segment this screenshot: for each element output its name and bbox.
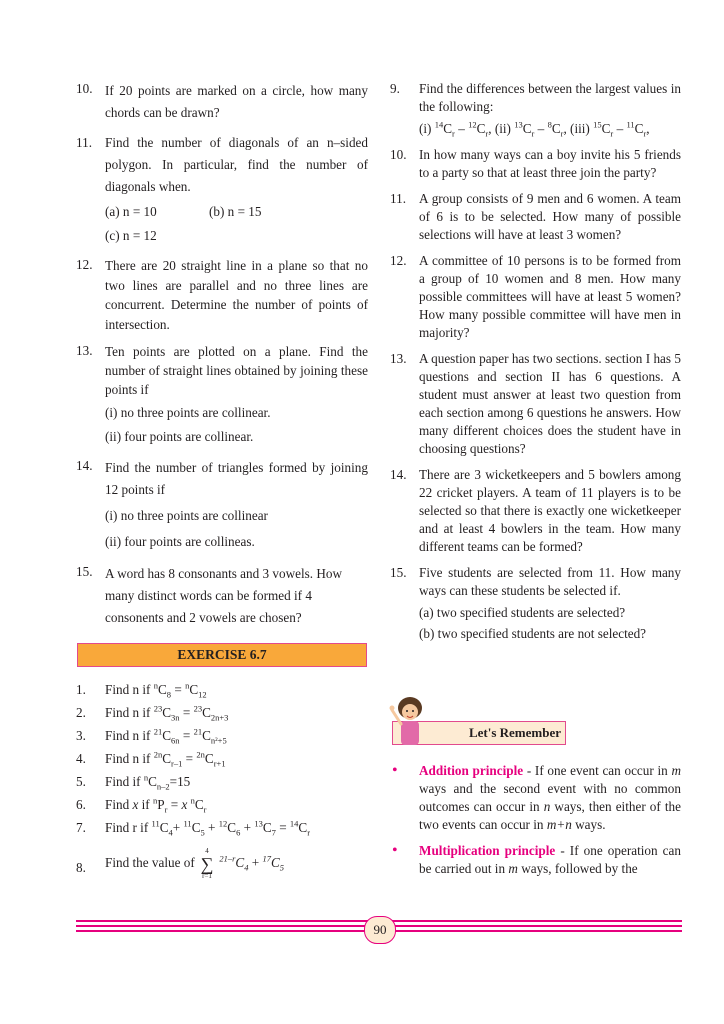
question-r10: 10. In how many ways can a boy invite his 5 friends to a party so that at least three join the party? [390,147,681,180]
question-r11: 11. A group consists of 9 men and 6 women. A team of 6 is to be selected. How many of possible selections will have at least 3 women? [390,191,681,242]
question-r15: 15. Five students are selected from 11. How many ways can these students be selected if. (a) two specified students are selected? (b) two specified students are not selected? [390,564,681,644]
exercise-question-5: 5. Find if $^nC_{n-2}=15$ [76,772,191,792]
question-9-expressions: (i) $^{14}C_r - ^{12}C_r$, (ii) $^{13}C_r - ^8C_r$, (iii) $^{15}C_r - ^{11}C_r$, [419,119,650,139]
question-r14: 14. There are 3 wicketkeepers and 5 bowlers among 22 cricket players. A team of 11 players is to be selected so that there is exactly one wicketkeeper and at least 4 bowlers in the team. How many different teams can be formed? [390,467,681,554]
exercise-question-7: 7. Find r if $^{11}C_4+ ^{11}C_5 + ^{12}C_6 + ^{13}C_7 = ^{14}C_r$ [76,818,311,838]
left-column [76,80,368,637]
exercise-question-2: 2. Find n if $^{23}C_{3n} = ^{23}C_{2n+3}$ [76,703,229,723]
question-r15-parts: (a) two specified students are selected? (b) two specified students are not selected? [419,605,647,641]
question-r12: 12. A committee of 10 persons is to be formed from a group of 10 women and 8 men. How many possible committees will have at least 5 women? How many possible committee will have men in majority? [390,253,681,340]
question-r13: 13. A question paper has two sections. section I has 5 questions and section II has 6 questions. A student must answer at least two question from each section among 6 questions he answers. How many different choices does the student have in choosing questions? [390,351,681,456]
question-13-parts: (i) no three points are collinear. (ii) four points are collinear. [105,405,271,444]
exercise-header: EXERCISE 6.7 [77,643,367,667]
multiplication-principle: • Multiplication principle - If one operation can be carried out in m ways, followed by the [392,842,681,876]
exercise-list [76,681,368,886]
question-10: 10. If 20 points are marked on a circle, how many chords can be drawn? [76,81,368,120]
exercise-question-1: 1. Find n if $^nC_8 = ^nC_{12}$ [76,680,207,700]
exercise-question-4: 4. Find n if $^{2n}C_{r-1} = ^{2n}C_{r+1}$ [76,749,226,769]
question-15: 15. A word has 8 consonants and 3 vowels. How many distinct words can be formed if 4 consonents and 2 vowels are chosen? [76,564,342,625]
student-figure-icon [388,694,428,754]
question-9: 9. Find the differences between the largest values in the following: (i) $^{14}C_r - ^{12}C_r$, (ii) $^{13}C_r - ^8C_r$, (iii) $^{15}C_r - ^{11}C_r$, [390,81,681,139]
exercise-question-3: 3. Find n if $^{21}C_{6n} = ^{21}C_{n^2+5}$ [76,726,227,746]
question-13: 13. Ten points are plotted on a plane. Find the number of straight lines obtained by joining these points if (i) no three points are collinear. (ii) four points are collinear. [76,342,368,449]
question-14: 14. Find the number of triangles formed by joining 12 points if (i) no three points are collinear (ii) four points are collineas. [76,457,368,555]
question-11-parts: (a) n = 10 (b) n = 15 (c) n = 12 [105,204,262,243]
question-11: 11. Find the number of diagonals of an n–sided polygon. In particular, find the number of diagonals when. (a) n = 10 (b) n = 15 (c) n = 12 [76,132,368,248]
exercise-question-8: 8. Find the value of 4 ∑ r=1 $^{21-r}C_4 + ^{17}C_5$ [76,847,285,880]
sigma-symbol: 4 ∑ r=1 [200,847,214,880]
bullet-icon: • [392,762,398,779]
question-12: 12. There are 20 straight line in a plane so that no two lines are parallel and no three lines are concurrent. Determine the number of points of intersection. [76,257,368,332]
question-14-parts: (i) no three points are collinear (ii) four points are collineas. [105,508,268,549]
right-column [390,80,681,652]
bullet-icon: • [392,842,398,859]
page-number: 90 [364,916,396,944]
lets-remember-title: Let's Remember [392,721,566,745]
principles-list [390,762,681,886]
lets-remember-box [388,694,588,754]
exercise-question-6: 6. Find x if $^nP_r = x$ $^nC_r$ [76,795,207,815]
addition-principle: • Addition principle - If one event can occur in m ways and the second event with no common outcomes can occur in n ways, then either of the two events can occur in m+n ways. [392,762,681,832]
